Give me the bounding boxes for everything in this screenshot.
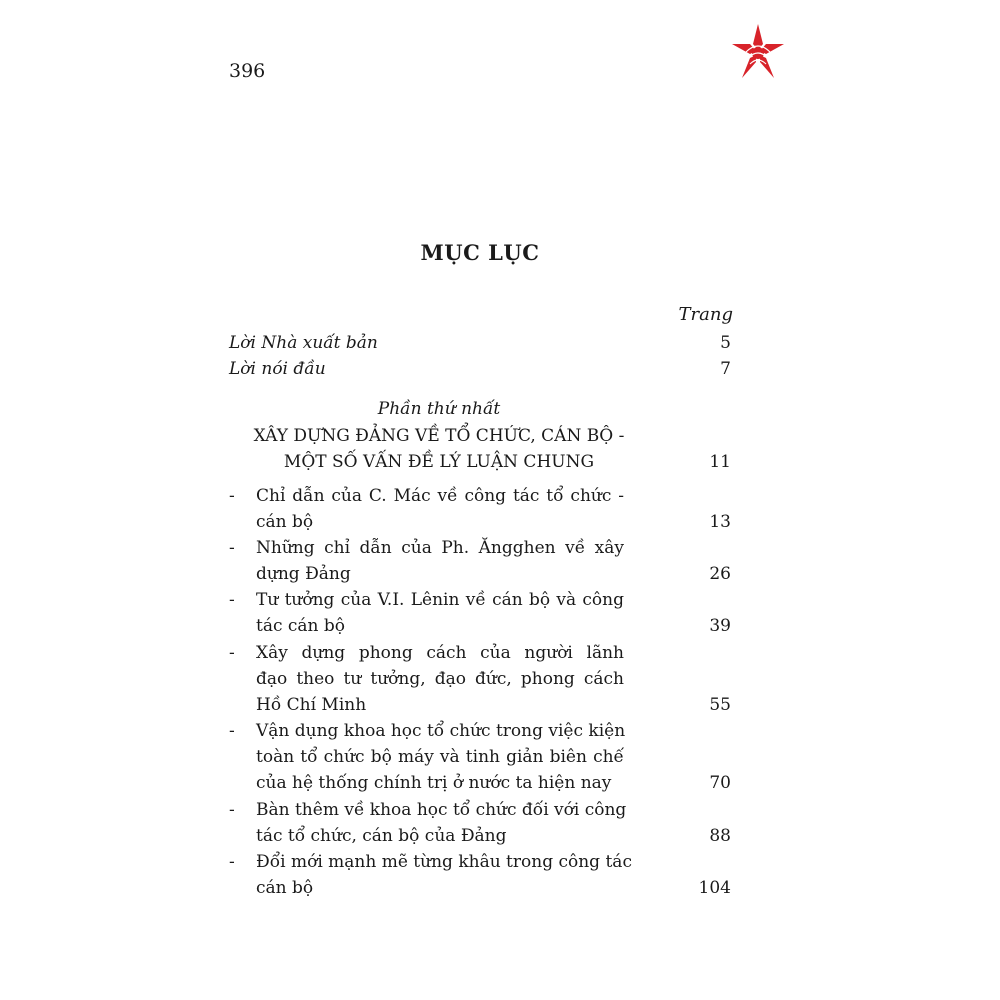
toc-entry-line: cán bộ bbox=[256, 512, 314, 532]
toc-entry-page: 104 bbox=[698, 878, 731, 898]
toc-entry-line: Đổi mới mạnh mẽ từng khâu trong công tác bbox=[256, 852, 632, 872]
toc-entry-line: cán bộ bbox=[256, 878, 314, 898]
toc-entry-label: Lời Nhà xuất bản bbox=[229, 333, 378, 353]
toc-entry-line: Tư tưởng của V.I. Lênin về cán bộ và công bbox=[256, 590, 624, 610]
toc-entry-line: đạo theo tư tưởng, đạo đức, phong cách bbox=[256, 669, 624, 689]
star-logo-icon bbox=[728, 22, 788, 82]
page-number: 396 bbox=[229, 60, 266, 82]
toc-entry-page: 88 bbox=[709, 826, 731, 846]
toc-entry-line: Xây dựng phong cách của người lãnh bbox=[256, 643, 624, 663]
toc-entry-line: Hồ Chí Minh bbox=[256, 695, 367, 715]
toc-entry-line: toàn tổ chức bộ máy và tinh giản biên chế bbox=[256, 747, 624, 767]
page-title: MỤC LỤC bbox=[420, 240, 540, 265]
toc-entry-page: 26 bbox=[709, 564, 731, 584]
toc-entry-page: 13 bbox=[709, 512, 731, 532]
toc-entry-page: 39 bbox=[709, 616, 731, 636]
toc-bullet-dash: - bbox=[229, 643, 235, 663]
toc-entry-line: Bàn thêm về khoa học tổ chức đối với công bbox=[256, 800, 627, 820]
toc-entry-line: Vận dụng khoa học tổ chức trong việc kiện bbox=[256, 721, 626, 741]
toc-entry-page: 5 bbox=[720, 333, 731, 353]
toc-entry-line: dựng Đảng bbox=[256, 564, 351, 584]
toc-entry-line: Chỉ dẫn của C. Mác về công tác tổ chức - bbox=[256, 486, 624, 506]
toc-bullet-dash: - bbox=[229, 721, 235, 741]
toc-entry-line: của hệ thống chính trị ở nước ta hiện nay bbox=[256, 773, 612, 793]
part-title-line: MỘT SỐ VẤN ĐỀ LÝ LUẬN CHUNG bbox=[283, 452, 595, 472]
toc-entry-page: 55 bbox=[709, 695, 731, 715]
toc-entry-page: 7 bbox=[720, 359, 731, 379]
toc-bullet-dash: - bbox=[229, 538, 235, 558]
page-column-header: Trang bbox=[678, 304, 733, 325]
toc-entry-line: tác cán bộ bbox=[256, 616, 346, 636]
toc-bullet-dash: - bbox=[229, 590, 235, 610]
part-page: 11 bbox=[709, 452, 731, 472]
part-label: Phần thứ nhất bbox=[377, 399, 501, 419]
toc-bullet-dash: - bbox=[229, 852, 235, 872]
toc-entry-line: tác tổ chức, cán bộ của Đảng bbox=[256, 826, 507, 846]
toc-bullet-dash: - bbox=[229, 486, 235, 506]
toc-entry-line: Những chỉ dẫn của Ph. Ăngghen về xây bbox=[256, 538, 624, 558]
toc-bullet-dash: - bbox=[229, 800, 235, 820]
toc-entry-label: Lời nói đầu bbox=[229, 359, 326, 379]
part-title-line: XÂY DỰNG ĐẢNG VỀ TỔ CHỨC, CÁN BỘ - bbox=[253, 426, 625, 446]
toc-entry-page: 70 bbox=[709, 773, 731, 793]
